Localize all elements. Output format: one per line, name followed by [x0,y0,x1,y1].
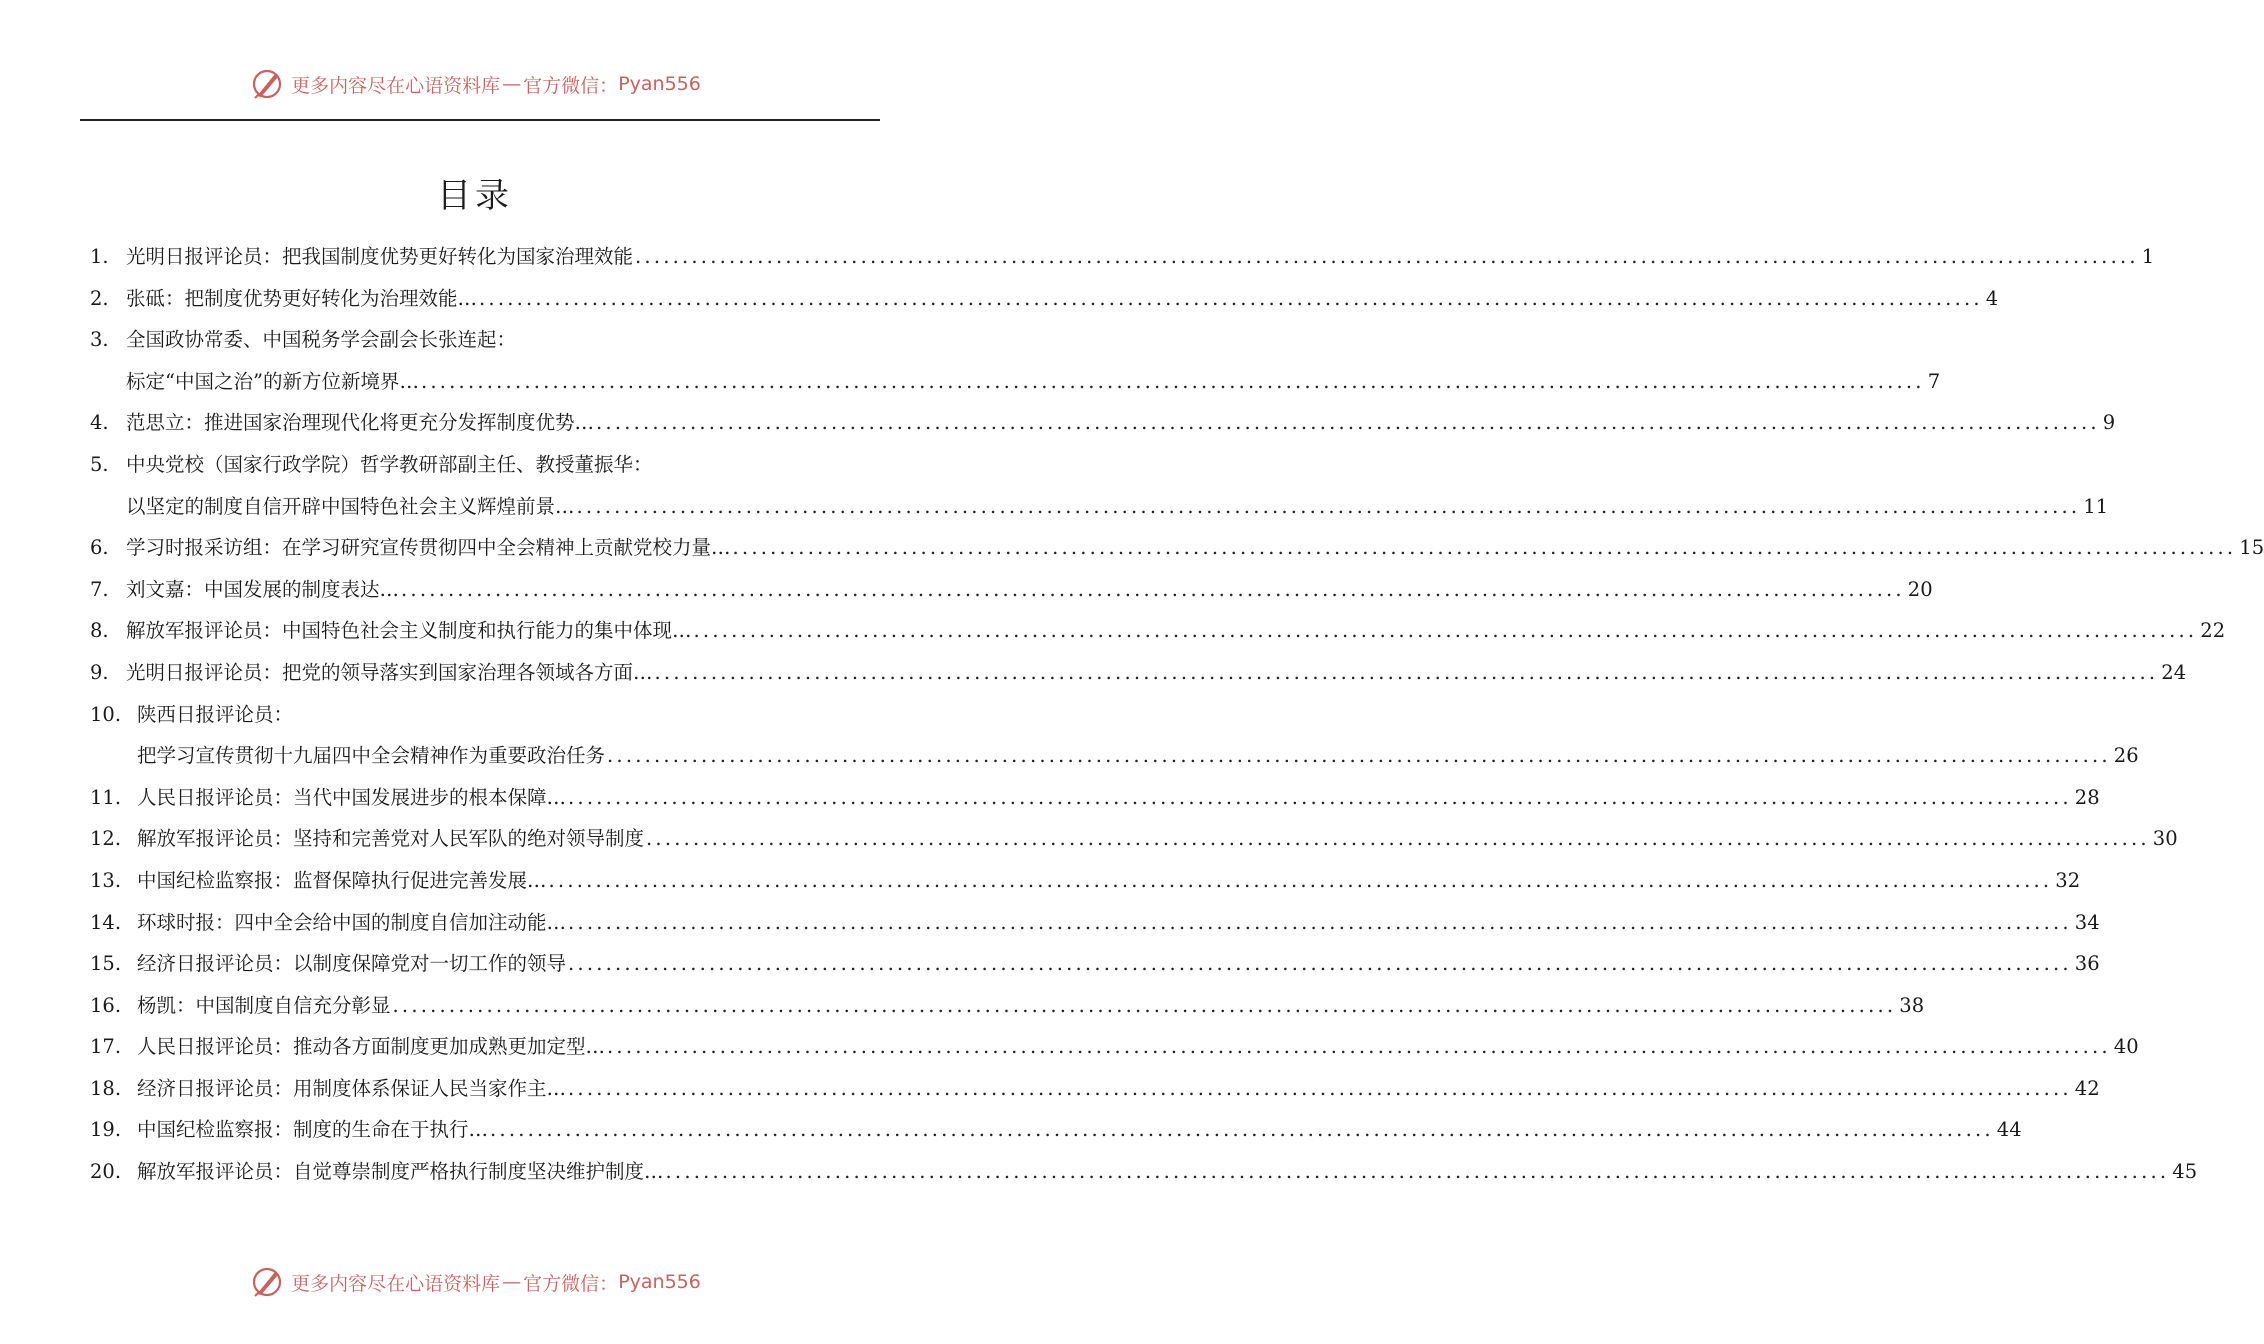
toc-entry-title: 解放军报评论员：坚持和完善党对人民军队的绝对领导制度 [137,827,645,851]
toc-entry[interactable] [90,319,862,361]
toc-entry-title: 中国纪检监察报：制度的生命在于执行… [137,1118,489,1142]
toc-entry[interactable] [90,278,1999,320]
toc-page-number: 36 [2074,952,2100,976]
toc-entry-title: 经济日报评论员：以制度保障党对一切工作的领导 [137,952,567,976]
quill-pen-logo-icon [249,1264,285,1300]
toc-entry[interactable] [90,1151,2198,1193]
toc-leader-dots: ................................................................................................................................................................ [401,577,1905,601]
toc-entry[interactable] [90,527,2264,569]
toc-entry[interactable] [90,943,2100,985]
toc-leader-dots: ................................................................................................................................................................ [607,1035,2111,1059]
toc-entry-title-continued: 以坚定的制度自信开辟中国特色社会主义辉煌前景… [126,494,575,518]
toc-page-number: 32 [2055,868,2081,892]
toc-entry-title: 解放军报评论员：自觉尊崇制度严格执行制度坚决维护制度… [137,1160,664,1184]
toc-entry-number: 2. [90,286,109,310]
toc-entry[interactable] [90,444,862,486]
toc-entry-number: 7. [90,577,109,601]
toc-entry-number: 11. [90,785,122,809]
toc-entry-number: 8. [90,619,109,643]
toc-leader-dots: ................................................................................................................................................................ [568,785,2072,809]
toc-leader-dots: ................................................................................................................................................................ [568,1076,2072,1100]
toc-entry-title: 人民日报评论员：当代中国发展进步的根本保障… [137,785,567,809]
toc-entry-title: 陕西日报评论员： [137,702,294,726]
toc-entry[interactable] [90,694,862,736]
toc-entry-title: 中国纪检监察报：监督保障执行促进完善发展… [137,868,547,892]
toc-entry-title: 张砥：把制度优势更好转化为治理效能… [126,286,478,310]
toc-entry-number: 16. [90,993,122,1017]
toc-entry[interactable] [90,860,2081,902]
table-of-contents [90,236,2264,1193]
toc-leader-dots: ................................................................................................................................................................ [732,536,2237,560]
toc-page-number: 24 [2161,660,2187,684]
toc-entry[interactable] [90,569,1933,611]
toc-page-number: 45 [2172,1160,2198,1184]
toc-entry[interactable] [90,1026,2139,1068]
toc-leader-dots: ................................................................................................................................................................ [548,868,2053,892]
toc-page-number: 9 [2102,411,2116,435]
toc-entry-title: 人民日报评论员：推动各方面制度更加成熟更加定型… [137,1035,606,1059]
toc-entry-continuation[interactable] [90,486,2109,528]
toc-entry-title-continued: 把学习宣传贯彻十九届四中全会精神作为重要政治任务 [137,744,606,768]
toc-leader-dots: ................................................................................................................................................................ [654,660,2159,684]
toc-page-number: 15 [2239,536,2264,560]
toc-entry-title: 经济日报评论员：用制度体系保证人民当家作主… [137,1076,567,1100]
toc-entry-number: 18. [90,1076,122,1100]
toc-leader-dots: ................................................................................................................................................................ [596,411,2100,435]
toc-leader-dots: ................................................................................................................................................................ [635,245,2139,268]
toc-entry-continuation[interactable] [90,361,1941,403]
toc-entry-title: 刘文嘉：中国发展的制度表达… [126,577,400,601]
toc-leader-dots: ................................................................................................................................................................ [568,952,2072,976]
toc-leader-dots: ................................................................................................................................................................ [693,619,2198,643]
toc-page-number: 44 [1996,1118,2022,1142]
toc-entry-number: 12. [90,827,122,851]
toc-entry-number: 13. [90,868,122,892]
toc-page-number: 22 [2200,619,2226,643]
toc-entry-continuation[interactable] [90,735,2139,777]
toc-entry[interactable] [90,236,2155,278]
toc-entry[interactable] [90,902,2100,944]
toc-entry-number: 1. [90,245,109,268]
toc-leader-dots: ................................................................................................................................................................ [576,494,2081,518]
wechat-label: 官方微信： [523,74,619,97]
toc-leader-dots: ................................................................................................................................................................ [607,744,2111,768]
toc-entry[interactable] [90,610,2226,652]
wechat-id: Pyan556 [618,73,701,95]
toc-entry-title: 环球时报：四中全会给中国的制度自信加注动能… [137,910,567,934]
toc-entry-number: 20. [90,1160,122,1184]
toc-entry-number: 5. [90,452,109,476]
toc-entry[interactable] [90,652,2187,694]
toc-entry-title-continued: 标定“中国之治”的新方位新境界… [126,369,419,393]
page-title: 目录 [437,175,513,216]
toc-entry-title: 杨凯：中国制度自信充分彰显 [137,993,391,1017]
toc-entry[interactable] [90,402,2116,444]
toc-entry-number: 3. [90,328,109,352]
header-divider [80,119,880,121]
toc-page-number: 40 [2113,1035,2139,1059]
toc-entry[interactable] [90,1068,2100,1110]
toc-entry-number: 6. [90,536,109,560]
toc-page-number: 7 [1927,369,1941,393]
toc-page-number: 1 [2141,245,2155,268]
toc-leader-dots: ................................................................................................................................................................ [490,1118,1994,1142]
toc-entry-title: 光明日报评论员：把党的领导落实到国家治理各领域各方面… [126,660,653,684]
header-banner [0,64,950,104]
toc-page-number: 38 [1899,993,1925,1017]
banner-text: 更多内容尽在心语资料库 [291,74,501,97]
toc-entry[interactable] [90,985,1925,1027]
toc-page-number: 26 [2113,744,2139,768]
banner-dash: — [502,73,522,95]
toc-leader-dots: ................................................................................................................................................................ [420,369,1925,393]
toc-leader-dots: ................................................................................................................................................................ [568,910,2072,934]
toc-page-number: 34 [2074,910,2100,934]
quill-pen-logo-icon [249,66,285,102]
toc-page-number: 11 [2083,494,2109,518]
toc-entry-number: 4. [90,411,109,435]
toc-entry-title: 光明日报评论员：把我国制度优势更好转化为国家治理效能 [126,245,634,268]
banner-text: 更多内容尽在心语资料库 [291,1272,501,1295]
toc-entry-number: 14. [90,910,122,934]
toc-entry-title: 学习时报采访组：在学习研究宣传贯彻四中全会精神上贡献党校力量… [126,536,731,560]
toc-leader-dots: ................................................................................................................................................................ [479,286,1983,310]
toc-page-number: 42 [2074,1076,2100,1100]
toc-entry-number: 15. [90,952,122,976]
footer-banner [0,1262,950,1302]
toc-entry-number: 17. [90,1035,122,1059]
toc-entry-title: 范思立：推进国家治理现代化将更充分发挥制度优势… [126,411,595,435]
toc-leader-dots: ................................................................................................................................................................ [392,993,1897,1017]
toc-page-number: 4 [1985,286,1999,310]
toc-page-number: 30 [2152,827,2178,851]
toc-entry-number: 19. [90,1118,122,1142]
toc-entry-number: 9. [90,660,109,684]
toc-entry-title: 解放军报评论员：中国特色社会主义制度和执行能力的集中体现… [126,619,692,643]
toc-leader-dots: ................................................................................................................................................................ [665,1160,2170,1184]
toc-entry-title: 中央党校（国家行政学院）哲学教研部副主任、教授董振华： [126,452,653,476]
toc-entry[interactable] [90,1109,2022,1151]
toc-entry-number: 10. [90,702,122,726]
toc-leader-dots: ................................................................................................................................................................ [646,827,2150,851]
toc-page-number: 20 [1907,577,1933,601]
toc-entry-title: 全国政协常委、中国税务学会副会长张连起： [126,328,517,352]
toc-entry[interactable] [90,818,2178,860]
toc-entry[interactable] [90,777,2100,819]
wechat-label: 官方微信： [523,1272,619,1295]
toc-page-number: 28 [2074,785,2100,809]
wechat-id: Pyan556 [618,1271,701,1293]
banner-dash: — [502,1271,522,1293]
